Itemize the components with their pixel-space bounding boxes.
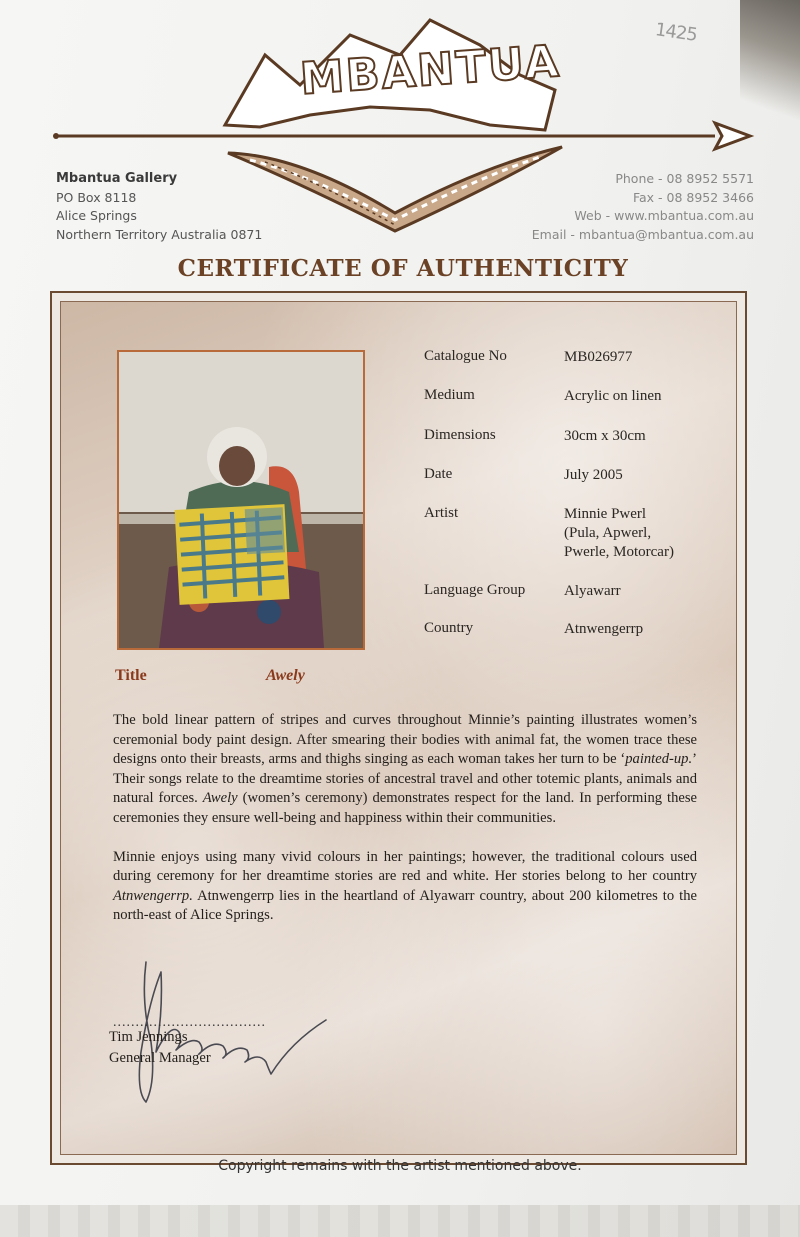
italic-run: painted-up. bbox=[625, 751, 693, 768]
bubble-wrap-edge bbox=[0, 1205, 800, 1237]
detail-value: July 2005 bbox=[564, 467, 623, 483]
detail-label: Country bbox=[424, 620, 474, 636]
logo-wordmark: MBANTUA bbox=[298, 35, 563, 106]
signature-line: .................................. bbox=[113, 1015, 266, 1030]
gallery-address bbox=[56, 170, 262, 244]
italic-run: Atnwengerrp. bbox=[113, 887, 193, 904]
description-paragraph bbox=[113, 848, 697, 926]
title-label: Title bbox=[115, 667, 147, 684]
gallery-name: Mbantua Gallery bbox=[56, 171, 178, 186]
signatory-name: Tim Jennings bbox=[109, 1029, 188, 1045]
text-run: The bold linear pattern of stripes and curves throughout Minnie’s painting illustrates women’s ceremonial body paint design. After smearing their bodies with animal fat, the women trace these designs onto their breasts, arms and thighs singing as each woman takes her turn to be ‘ bbox=[113, 712, 697, 768]
artist-photo bbox=[117, 350, 365, 650]
detail-label: Language Group bbox=[424, 582, 526, 598]
description bbox=[113, 711, 697, 945]
email-line: Email - mbantua@mbantua.com.au bbox=[531, 226, 754, 242]
certificate-panel bbox=[50, 291, 747, 1165]
detail-value: MB026977 bbox=[564, 349, 633, 365]
detail-label: Artist bbox=[424, 505, 459, 521]
text-run: ’ Their songs relate to the dreamtime stories of ancestral travel and other totemic plants, animals and natural forces. bbox=[113, 751, 697, 807]
detail-label: Catalogue No bbox=[424, 348, 507, 364]
copyright-notice: Copyright remains with the artist mentioned above. bbox=[218, 1158, 582, 1174]
detail-value: Alyawarr bbox=[564, 583, 621, 599]
detail-label: Dimensions bbox=[424, 427, 496, 443]
detail-value: Acrylic on linen bbox=[564, 388, 662, 404]
detail-label: Medium bbox=[424, 387, 475, 403]
fax-line: Fax - 08 8952 3466 bbox=[632, 189, 754, 205]
text-run: (women’s ceremony) demonstrates respect for the land. In performing these ceremonies they ensure well-being and happiness within their communities. bbox=[113, 790, 697, 826]
certificate-panel-inner bbox=[60, 301, 737, 1155]
title-value: Awely bbox=[266, 667, 305, 684]
address-line: PO Box 8118 bbox=[56, 189, 137, 205]
address-line: Alice Springs bbox=[56, 208, 137, 223]
artist-name-line: Minnie Pwerl bbox=[564, 506, 647, 522]
italic-run: Awely bbox=[202, 790, 238, 807]
certificate-title: CERTIFICATE OF AUTHENTICITY bbox=[177, 255, 629, 282]
text-run: Atnwengerrp lies in the heartland of Alyawarr country, about 200 kilometres to the north-east of Alice Springs. bbox=[113, 887, 697, 924]
detail-value: Atnwengerrp bbox=[564, 621, 644, 637]
signatory-role: General Manager bbox=[109, 1050, 211, 1066]
detail-value: 30cm x 30cm bbox=[564, 428, 646, 444]
artist-name-line: Pwerle, Motorcar) bbox=[564, 544, 674, 560]
pencil-note: 1425 bbox=[653, 19, 699, 46]
artist-photo-graphic bbox=[119, 352, 363, 648]
text-run: Minnie enjoys using many vivid colours in her paintings; however, the traditional colours used during ceremony for her dreamtime stories are red and white. Her stories belong to her country bbox=[113, 848, 697, 885]
artist-name-line: (Pula, Apwerl, bbox=[564, 525, 652, 541]
phone-line: Phone - 08 8952 5571 bbox=[615, 171, 754, 186]
detail-value bbox=[564, 505, 744, 562]
address-line: Northern Territory Australia 0871 bbox=[56, 226, 263, 242]
gallery-contact bbox=[532, 170, 754, 244]
detail-label: Date bbox=[424, 466, 453, 482]
web-line: Web - www.mbantua.com.au bbox=[574, 208, 754, 223]
description-paragraph bbox=[113, 711, 697, 829]
